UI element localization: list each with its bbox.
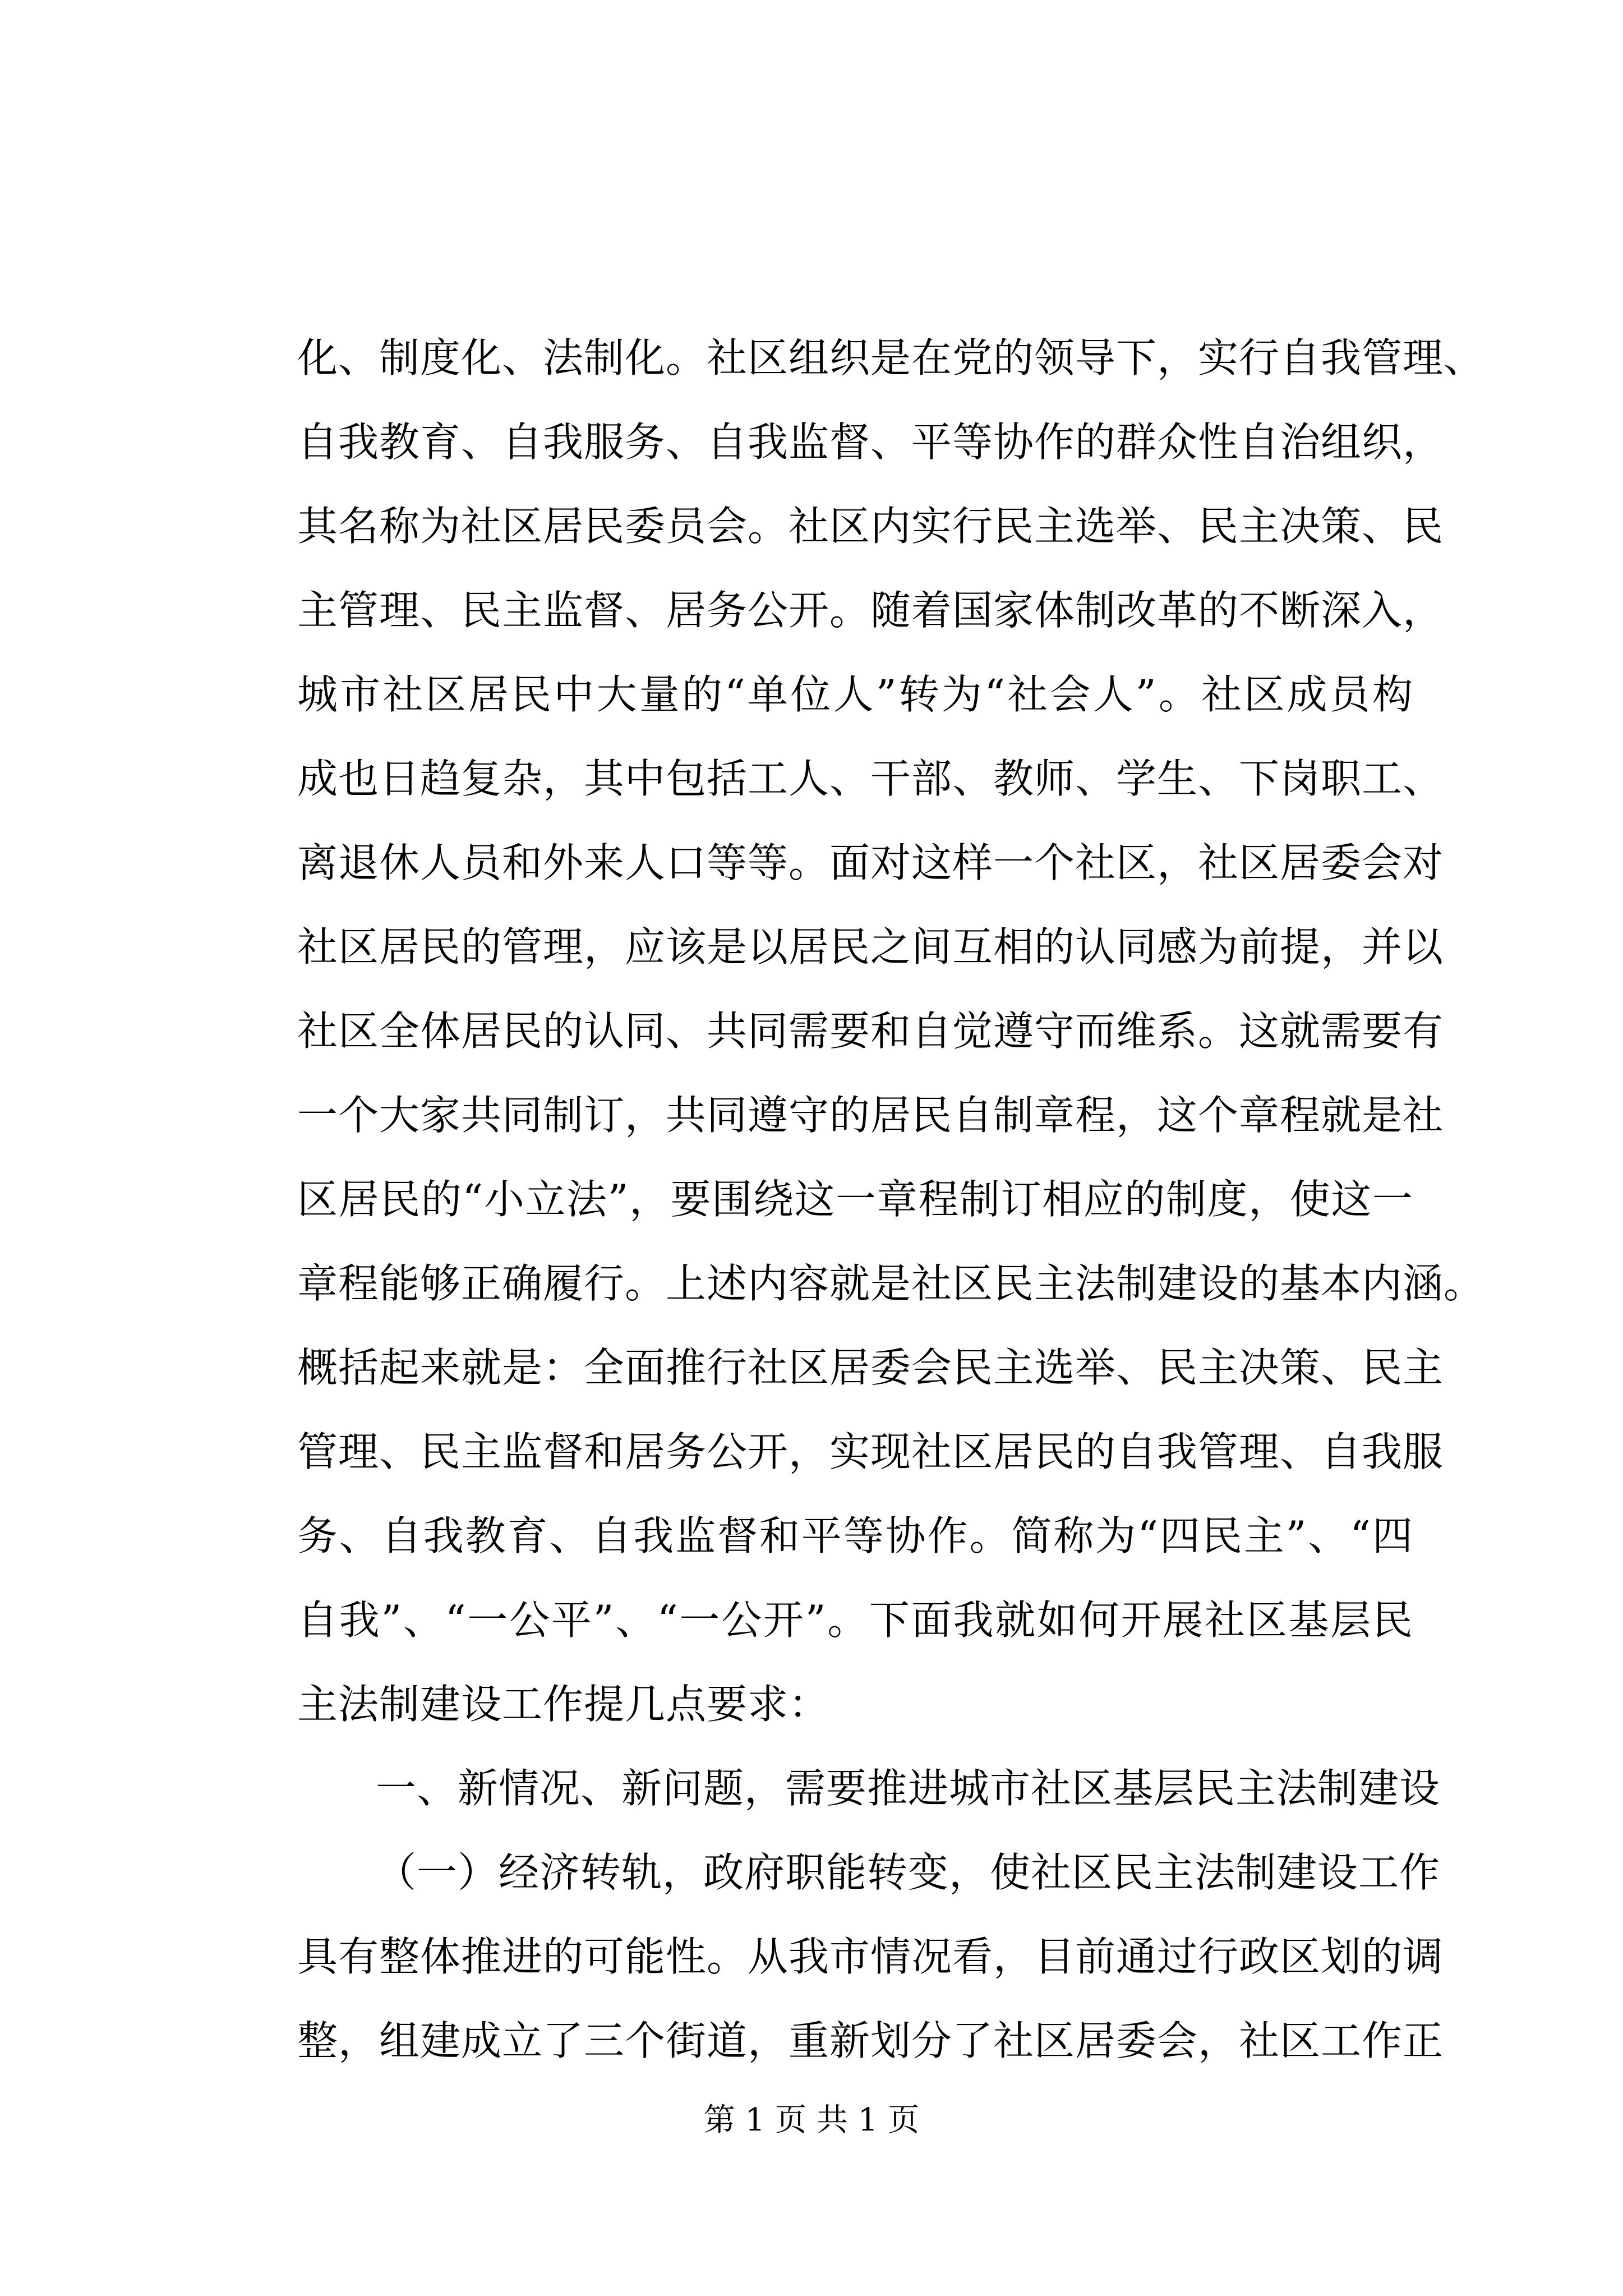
text-line: 自我”、“一公平”、“一公开”。下面我就如何开展社区基层民	[297, 1596, 1413, 1644]
text-line: 化、制度化、法制化。社区组织是在党的领导下，实行自我管理、	[297, 334, 1485, 381]
text-line: 成也日趋复杂，其中包括工人、干部、教师、学生、下岗职工、	[297, 755, 1444, 802]
text-line: 一个大家共同制订，共同遵守的居民自制章程，这个章程就是社	[297, 1092, 1444, 1139]
section-heading: 一、新情况、新问题，需要推进城市社区基层民主法制建设	[376, 1765, 1441, 1812]
text-line: 主管理、民主监督、居务公开。随着国家体制改革的不断深入，	[297, 587, 1444, 634]
text-line: 自我教育、自我服务、自我监督、平等协作的群众性自治组织，	[297, 418, 1444, 466]
text-line: 管理、民主监督和居务公开，实现社区居民的自我管理、自我服	[297, 1428, 1444, 1475]
text-line: 主法制建设工作提几点要求：	[297, 1681, 830, 1728]
subsection-heading-line: （一）经济转轨，政府职能转变，使社区民主法制建设工作	[376, 1849, 1441, 1896]
text-line: 社区居民的管理，应该是以居民之间互相的认同感为前提，并以	[297, 923, 1444, 970]
text-line: 其名称为社区居民委员会。社区内实行民主选举、民主决策、民	[297, 503, 1444, 550]
text-line: 整，组建成立了三个街道，重新划分了社区居委会，社区工作正	[297, 2017, 1444, 2064]
text-line: 城市社区居民中大量的“单位人”转为“社会人”。社区成员构	[297, 671, 1413, 718]
page-footer: 第 1 页 共 1 页	[703, 2102, 920, 2138]
text-line: 社区全体居民的认同、共同需要和自觉遵守而维系。这就需要有	[297, 1007, 1444, 1055]
text-line: 离退休人员和外来人口等等。面对这样一个社区，社区居委会对	[297, 839, 1444, 886]
text-line: 概括起来就是：全面推行社区居委会民主选举、民主决策、民主	[297, 1344, 1444, 1391]
text-line: 区居民的“小立法”，要围绕这一章程制订相应的制度，使这一	[297, 1176, 1413, 1223]
text-line: 章程能够正确履行。上述内容就是社区民主法制建设的基本内涵。	[297, 1260, 1485, 1307]
text-line: 务、自我教育、自我监督和平等协作。简称为“四民主”、“四	[297, 1512, 1413, 1559]
text-line: 具有整体推进的可能性。从我市情况看，目前通过行政区划的调	[297, 1933, 1444, 1980]
